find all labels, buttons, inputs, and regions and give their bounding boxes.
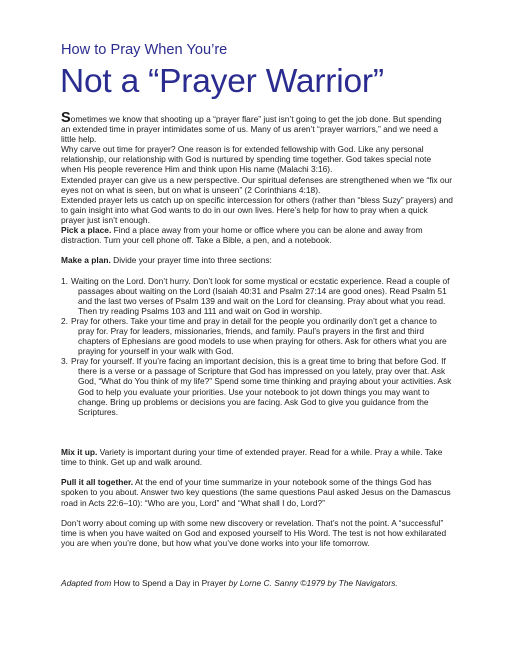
section-heading: Pull it all together.: [61, 477, 134, 488]
credit-prefix: Adapted from: [61, 578, 114, 589]
list-item-text: Pray for yourself. If you’re facing an important decision, this is a great time to bring that before God. If there is a verse or a passage of Scripture that God has impressed on you lately, pray over that. Ask God, “What do You think of my life?” Spend some time thinking and praying about your activities. Ask God to help you evaluate your priorities. Use your notebook to jot down things you may want to change. Bring up problems or decisions you are facing. Ask God to give you guidance from the Scriptures.: [71, 356, 452, 417]
section-heading: Mix it up.: [61, 447, 98, 458]
article-title: Not a “Prayer Warrior”: [60, 63, 384, 100]
article-kicker: How to Pray When You’re: [61, 42, 228, 58]
drop-cap: S: [61, 110, 71, 126]
section-text: Find a place away from your home or office where you can be alone and away from distraction. Turn your cell phone off. Take a Bible, a pen, and a notebook.: [61, 225, 423, 246]
credit-suffix: by Lorne C. Sanny ©1979 by The Navigators.: [226, 578, 398, 589]
section-mix-it-up: [61, 447, 453, 467]
list-number: 1.: [61, 275, 68, 286]
intro-paragraph-2: Why carve out time for prayer? One reason is for extended fellowship with God. Like any personal relationship, our relationship with God is nurtured by spending time together. God takes special note when His people reverence Him and think upon His name (Malachi 3:16).: [61, 144, 432, 175]
intro-paragraph-4: Extended prayer lets us catch up on specific intercession for others (rather than “bless Suzy” prayers) and to gain insight into what God wants to do in our own lives. Here’s help for how to pray when a quick prayer just isn’t enough.: [61, 194, 453, 225]
list-number: 2.: [61, 315, 68, 326]
article-body: [61, 110, 453, 589]
section-text: Divide your prayer time into three sections:: [110, 255, 272, 266]
list-item-text: Pray for others. Take your time and pray in detail for the people you ordinarily don’t get a chance to pray for. Pray for leaders, missionaries, friends, and family. Paul’s prayers in the first and third chapters of Ephesians are good models to use when praying for others. Ask for others what you are praying for yourself in your walk with God.: [71, 315, 447, 357]
list-item: [61, 276, 453, 316]
section-heading: Make a plan.: [61, 255, 111, 266]
list-item: [61, 356, 453, 417]
section-pull-it-together: [61, 477, 453, 507]
section-pick-a-place: [61, 225, 453, 245]
intro-paragraph-1: [61, 110, 453, 145]
closing-paragraph: Don’t worry about coming up with some new discovery or revelation. That’s not the point. A “successful” time is when you have waited on God and exposed yourself to His Word. The test is not how exhilarated you are when you’re done, but how what you’ve done works into your life tomorrow.: [61, 517, 447, 548]
credit-book-title: How to Spend a Day in Prayer: [113, 578, 227, 589]
intro-paragraph-1-text: ometimes we know that shooting up a “prayer flare” just isn’t going to get the job done. But spending an extended time in prayer intimidates some of us. Many of us aren’t “prayer warriors,” and we need a little help.: [61, 114, 442, 145]
intro-paragraph-3: Extended prayer can give us a new perspective. Our spiritual defenses are strengthened when we “fix our eyes not on what is seen, but on what is unseen” (2 Corinthians 4:18).: [61, 174, 453, 195]
list-number: 3.: [61, 356, 68, 367]
plan-steps-list: [61, 276, 453, 417]
list-item-text: Waiting on the Lord. Don’t hurry. Don’t look for some mystical or ecstatic experience. Read a couple of passages about waiting on the Lord (Isaiah 40:31 and Psalm 27:14 are good ones). Read Psalm 51 and the last two verses of Psalm 139 and wait on the Lord for cleansing. Pray about what you read. Then try reading Psalms 103 and 111 and wait on God in worship.: [71, 275, 450, 316]
list-item: [61, 316, 453, 356]
source-credit: [61, 578, 453, 588]
section-text: At the end of your time summarize in your notebook some of the things God has spoken to you about. Answer two key questions (the same questions Paul asked Jesus on the Damascus road in Acts 22:6–10): “Who are you, Lord” and “What shall I do, Lord?”: [61, 477, 451, 508]
section-text: Variety is important during your time of extended prayer. Read for a while. Pray a while. Take time to think. Get up and walk around.: [61, 447, 443, 468]
section-heading: Pick a place.: [61, 225, 112, 236]
section-make-a-plan: [61, 255, 453, 265]
